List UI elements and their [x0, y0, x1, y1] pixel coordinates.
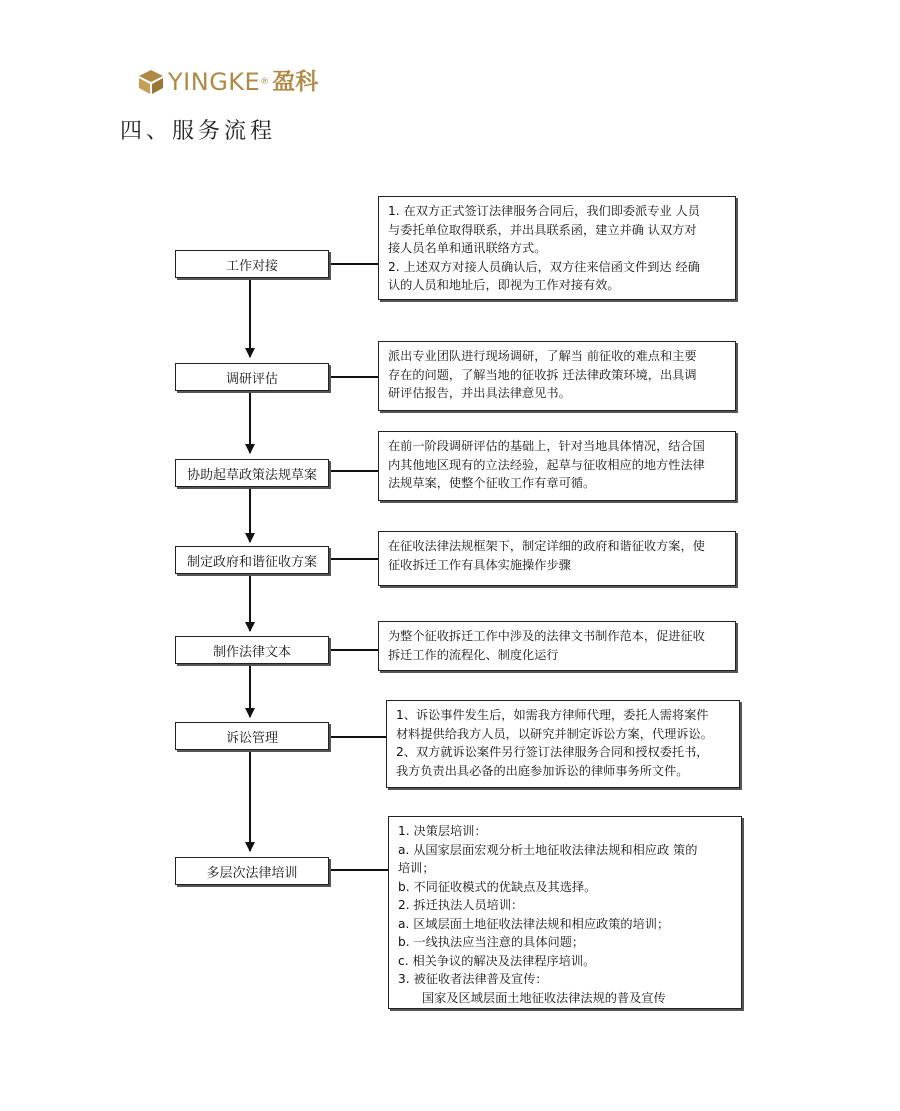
desc-line: 内其他地区现有的立法经验，起草与征收相应的地方性法律	[388, 457, 705, 472]
desc-line: 为整个征收拆迁工作中涉及的法律文书制作范本，促进征收	[388, 629, 705, 643]
desc-legal-training	[388, 816, 742, 1009]
logo-brand-cn: 盈科	[272, 68, 319, 95]
desc-line: a. 区域层面土地征收法律法规和相应政策的培训；	[398, 916, 670, 931]
desc-line: 2. 拆迁执法人员培训：	[398, 898, 524, 912]
desc-line: 1、诉讼事件发生后，如需我方律师代理，委托人需将案件	[396, 708, 709, 722]
desc-line: 认的人员和地址后，即视为工作对接有效。	[388, 278, 620, 292]
desc-line: a. 从国家层面宏观分析土地征收法律法规和相应政 策的	[398, 842, 698, 857]
desc-line: 接人员名单和通讯联络方式。	[388, 241, 547, 255]
step-legal-training: 多层次法律培训	[175, 857, 329, 885]
logo-registered-mark: ®	[260, 77, 270, 87]
section-heading: 四、服务流程	[120, 119, 277, 144]
desc-work-coordination	[378, 196, 736, 300]
desc-line: 在征收法律法规框架下，制定详细的政府和谐征收方案，使	[388, 539, 705, 553]
desc-line: 征收拆迁工作有具体实施操作步骤	[388, 557, 571, 572]
desc-line: b. 不同征收模式的优缺点及其选择。	[398, 879, 597, 894]
desc-line: 培训；	[398, 861, 435, 875]
desc-line: b. 一线执法应当注意的具体问题；	[398, 935, 585, 949]
desc-line: c. 相关争议的解决及法律程序培训。	[398, 953, 596, 968]
desc-line: 我方负责出具必备的出庭参加诉讼的律师事务所文件。	[396, 763, 689, 778]
desc-line: 国家及区域层面土地征收法律法规的普及宣传	[422, 990, 666, 1005]
desc-line: 1. 决策层培训：	[398, 824, 487, 838]
step-litigation-management: 诉讼管理	[175, 722, 329, 750]
desc-line: 3. 被征收者法律普及宣传：	[398, 972, 548, 986]
desc-line: 与委托单位取得联系，并出具联系函，建立并确 认双方对	[388, 222, 697, 237]
desc-line: 2、双方就诉讼案件另行签订法律服务合同和授权委托书，	[396, 745, 709, 759]
desc-draft-regulations	[378, 431, 736, 501]
desc-line: 研评估报告，并出具法律意见书。	[388, 386, 571, 400]
desc-line: 法规草案，使整个征收工作有章可循。	[388, 476, 596, 490]
desc-line: 在前一阶段调研评估的基础上，针对当地具体情况，结合国	[388, 439, 705, 453]
step-research-evaluation: 调研评估	[175, 363, 329, 391]
desc-legal-documents	[378, 621, 736, 671]
desc-litigation-management	[386, 700, 740, 788]
logo-brand: YINGKE	[168, 68, 261, 96]
step-legal-documents: 制作法律文本	[175, 636, 329, 664]
step-harmonious-plan: 制定政府和谐征收方案	[175, 546, 329, 574]
desc-line: 1. 在双方正式签订法律服务合同后，我们即委派专业 人员	[388, 204, 700, 218]
desc-line: 拆迁工作的流程化、制度化运行	[388, 647, 559, 662]
step-draft-regulations: 协助起草政策法规草案	[175, 459, 329, 487]
desc-line: 存在的问题，了解当地的征收拆 迁法律政策环境，出具调	[388, 367, 697, 382]
step-work-coordination: 工作对接	[175, 250, 329, 278]
desc-line: 材料提供给我方人员，以研究并制定诉讼方案，代理诉讼。	[396, 726, 713, 741]
desc-line: 2. 上述双方对接人员确认后，双方往来信函文件到达 经确	[388, 259, 700, 274]
desc-research-evaluation	[378, 341, 736, 411]
desc-line: 派出专业团队进行现场调研，了解当 前征收的难点和主要	[388, 349, 697, 363]
desc-harmonious-plan	[378, 531, 736, 586]
